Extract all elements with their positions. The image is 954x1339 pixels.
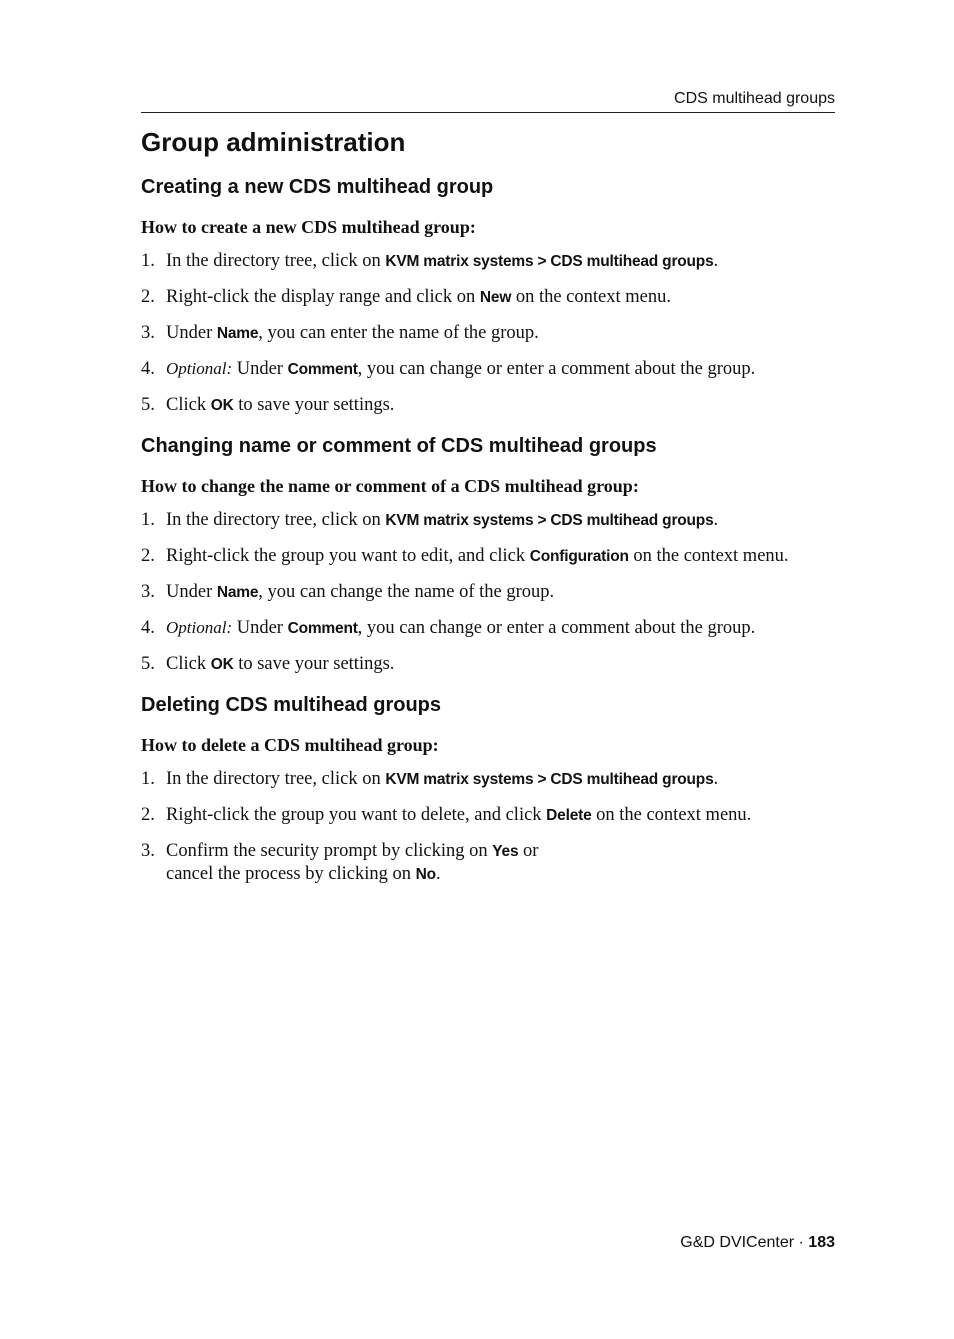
step: 3. Under Name, you can change the name of the group. (141, 582, 555, 602)
procedure-title-delete: How to delete a CDS multihead group: (141, 735, 439, 755)
button-name: No (415, 866, 436, 883)
button-name: OK (210, 397, 234, 414)
steps-list-delete (141, 768, 835, 886)
optional-label: Optional: (166, 618, 233, 637)
procedure-title-create: How to create a new CDS multihead group: (141, 217, 476, 237)
step: 4. Optional: Under Comment, you can change or enter a comment about the group. (141, 618, 756, 638)
step: 4. Optional: Under Comment, you can change or enter a comment about the group. (141, 359, 756, 379)
step: 3. Under Name, you can enter the name of the group. (141, 323, 539, 343)
subsection-title-delete: Deleting CDS multihead groups (141, 694, 442, 716)
step: 5. Click OK to save your settings. (141, 395, 395, 415)
optional-label: Optional: (166, 359, 233, 378)
field-name: Name (216, 584, 259, 601)
steps-list-change (141, 509, 835, 676)
page-content (141, 124, 835, 886)
menu-path: KVM matrix systems > CDS multihead groups (385, 771, 714, 788)
step: 2. Right-click the group you want to delete, and click Delete on the context menu. (141, 805, 752, 825)
step: 2. Right-click the display range and click on New on the context menu. (141, 287, 671, 307)
menu-item-name: New (479, 289, 512, 306)
page-footer (680, 1234, 835, 1252)
step: 1. In the directory tree, click on KVM matrix systems > CDS multihead groups. (141, 769, 719, 789)
section-title: Group administration (141, 127, 406, 157)
steps-list-create (141, 250, 835, 417)
subsection-title-change: Changing name or comment of CDS multihead groups (141, 435, 657, 457)
button-name: Yes (492, 843, 519, 860)
footer-product: G&D DVICenter · (680, 1234, 809, 1251)
field-name: Comment (287, 620, 358, 637)
menu-item-name: Delete (546, 807, 592, 824)
subsection-title-create: Creating a new CDS multihead group (141, 176, 494, 198)
menu-path: KVM matrix systems > CDS multihead groups (385, 512, 714, 529)
step: 2. Right-click the group you want to edit, and click Configuration on the context menu. (141, 546, 789, 566)
step: 5. Click OK to save your settings. (141, 654, 395, 674)
menu-path: KVM matrix systems > CDS multihead groups (385, 253, 714, 270)
button-name: OK (210, 656, 234, 673)
running-title: CDS multihead groups (674, 90, 835, 107)
page-header (141, 88, 835, 113)
step: 3. Confirm the security prompt by clicking on Yes or cancel the process by clicking on No. (141, 841, 539, 884)
step: 1. In the directory tree, click on KVM matrix systems > CDS multihead groups. (141, 251, 719, 271)
step: 1. In the directory tree, click on KVM matrix systems > CDS multihead groups. (141, 510, 719, 530)
procedure-title-change: How to change the name or comment of a CDS multihead group: (141, 476, 639, 496)
menu-item-name: Configuration (529, 548, 629, 565)
page-number: 183 (808, 1234, 835, 1251)
field-name: Name (216, 325, 259, 342)
field-name: Comment (287, 361, 358, 378)
